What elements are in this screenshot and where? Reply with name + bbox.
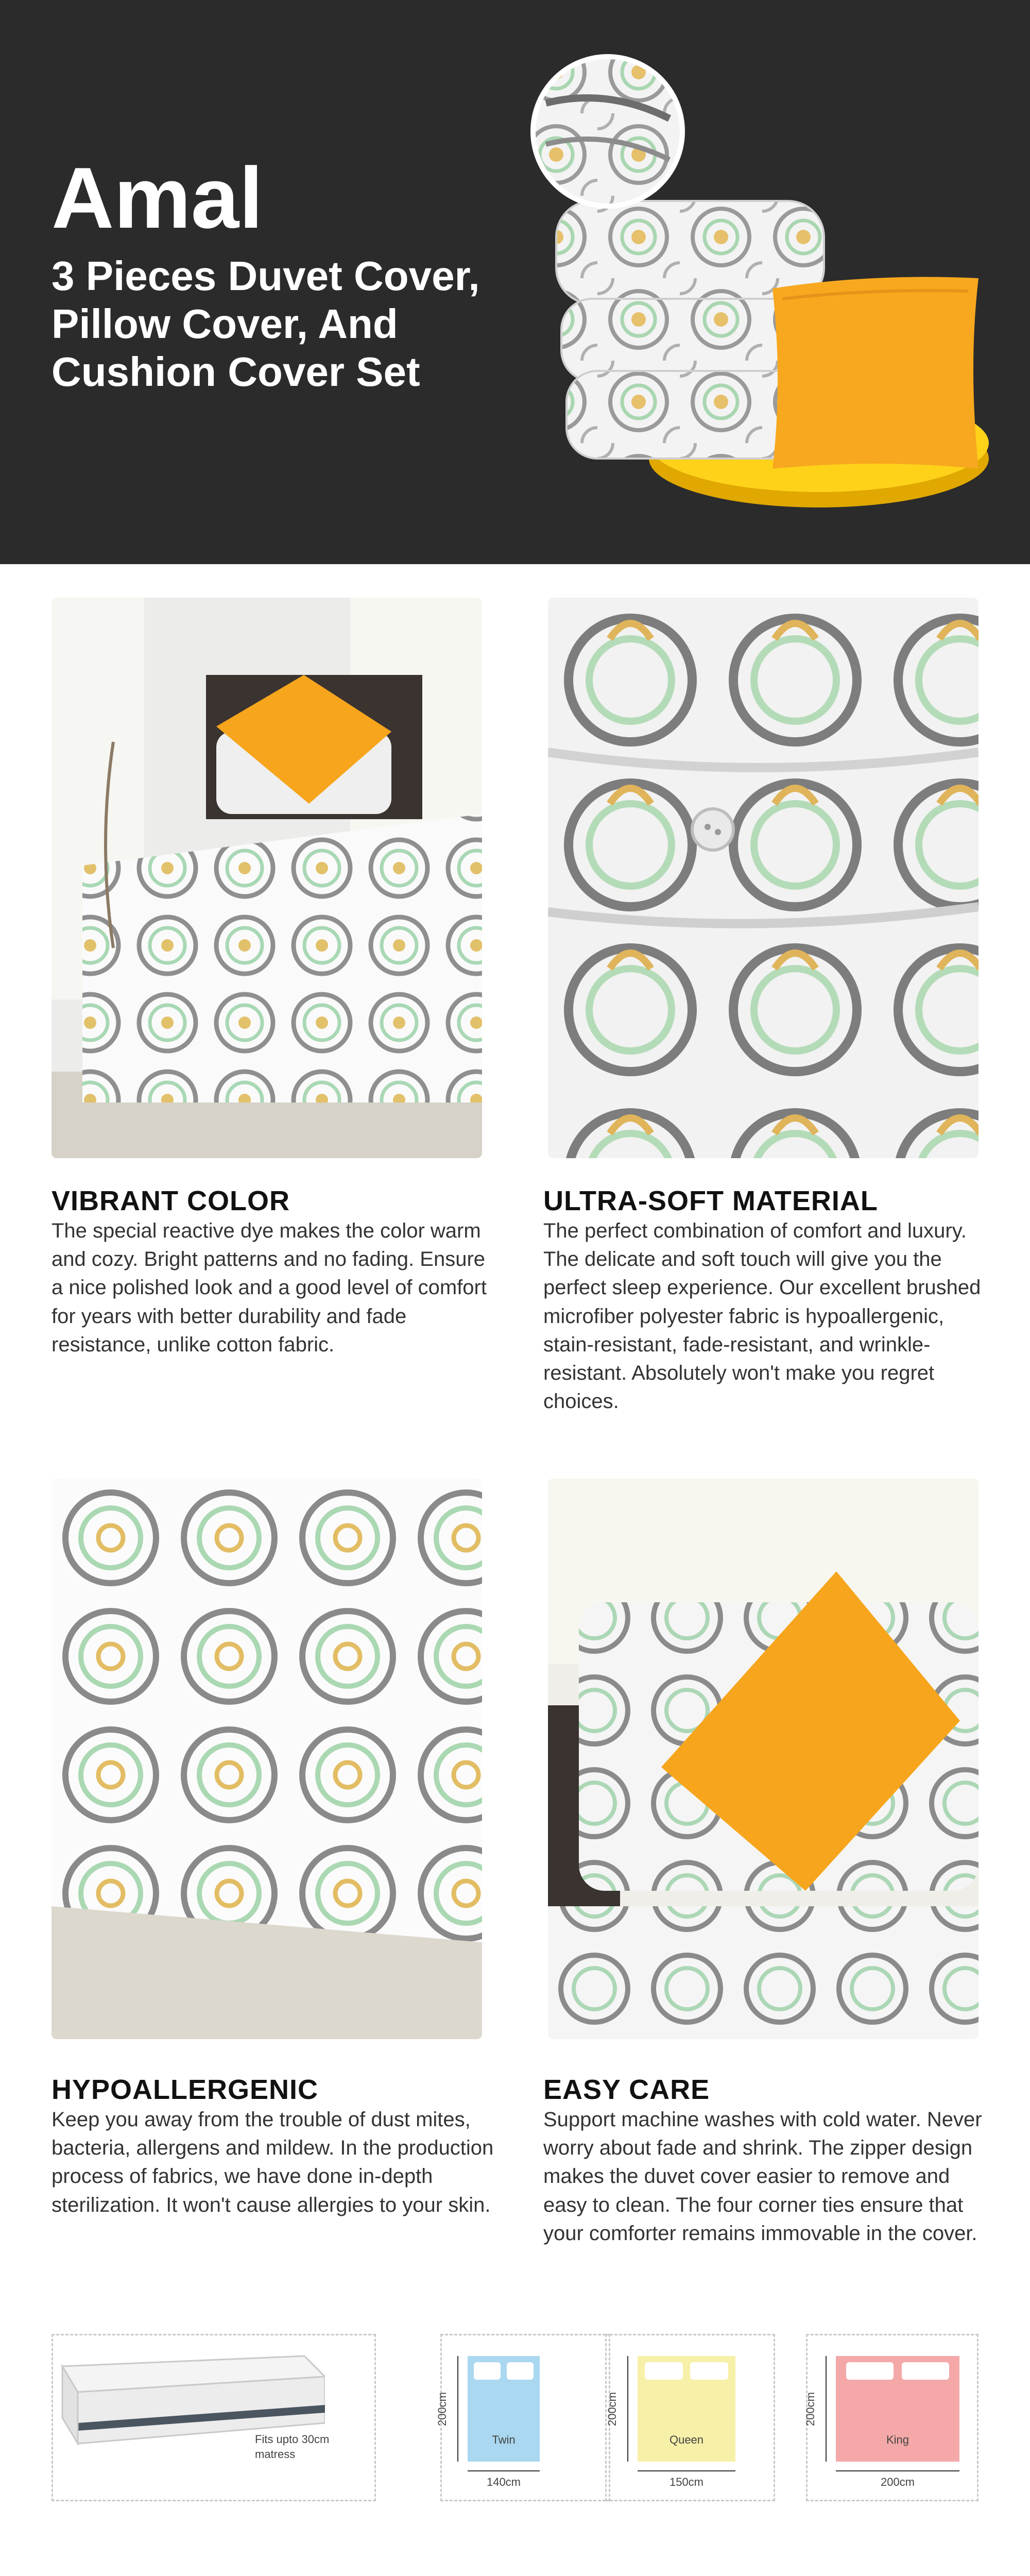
feature-hypoallergenic	[52, 2074, 494, 2219]
length-label: 200cm	[436, 2392, 449, 2427]
width-label: 150cm	[669, 2476, 704, 2488]
bed-illustration	[468, 2356, 540, 2462]
width-label: 140cm	[486, 2476, 521, 2488]
feature-description: Support machine washes with cold water. Never worry about fade and shrink. The zipper design makes the duvet cover easier to remove and easy to clean. The four corner ties ensure that your comforter remains immovable in the cover.	[543, 2108, 982, 2245]
product-hero-image	[515, 31, 1030, 564]
width-label: 200cm	[880, 2476, 915, 2488]
length-label: 200cm	[606, 2392, 619, 2427]
brand-title: Amal	[52, 149, 263, 246]
feature-vibrant-color	[52, 1185, 494, 1359]
mattress-size-card	[52, 2334, 376, 2501]
duvet-spread-photo	[52, 1479, 482, 2039]
bed-illustration	[836, 2356, 959, 2462]
size-name: Twin	[492, 2433, 516, 2446]
feature-title: HYPOALLERGENIC	[52, 2074, 319, 2105]
size-card-queen	[605, 2334, 775, 2501]
length-label: 200cm	[804, 2392, 817, 2427]
size-name: Queen	[669, 2433, 704, 2446]
feature-description: The perfect combination of comfort and luxury. The delicate and soft touch will give you the perfect sleep experience. Our excellent brushed microfiber polyester fabric is hypoallergenic, stain-resistant, fade-resistant, and wrinkle-resistant. Absolutely won't make you regret choices.	[543, 1219, 981, 1413]
cushion-closeup-photo	[548, 1479, 978, 2039]
feature-description: Keep you away from the trouble of dust mites, bacteria, allergens and mildew. In the production process of fabrics, we have done in-depth sterilization. It won't cause allergies to your skin.	[52, 2108, 494, 2216]
fabric-closeup-photo	[548, 598, 978, 1158]
feature-title: ULTRA-SOFT MATERIAL	[543, 1185, 878, 1216]
size-card-twin	[436, 2334, 610, 2501]
mattress-icon	[57, 2346, 325, 2485]
mattress-fit-note: Fits upto 30cm matress	[255, 2433, 330, 2461]
feature-description: The special reactive dye makes the color warm and cozy. Bright patterns and no fading. Ensure a nice polished look and a good level of comfort for years with better durability and fade resistance, unlike cotton fabric.	[52, 1219, 487, 1356]
feature-title: EASY CARE	[543, 2074, 710, 2105]
feature-title: VIBRANT COLOR	[52, 1185, 290, 1216]
hero-banner	[0, 0, 1030, 564]
feature-easy-care	[543, 2074, 986, 2248]
size-name: King	[886, 2433, 909, 2446]
bed-illustration	[638, 2356, 735, 2462]
product-subtitle: 3 Pieces Duvet Cover, Pillow Cover, And Cushion Cover Set	[52, 253, 480, 395]
size-card-king	[806, 2334, 978, 2501]
bedroom-photo-vibrant	[52, 598, 482, 1158]
feature-ultra-soft	[543, 1185, 986, 1416]
